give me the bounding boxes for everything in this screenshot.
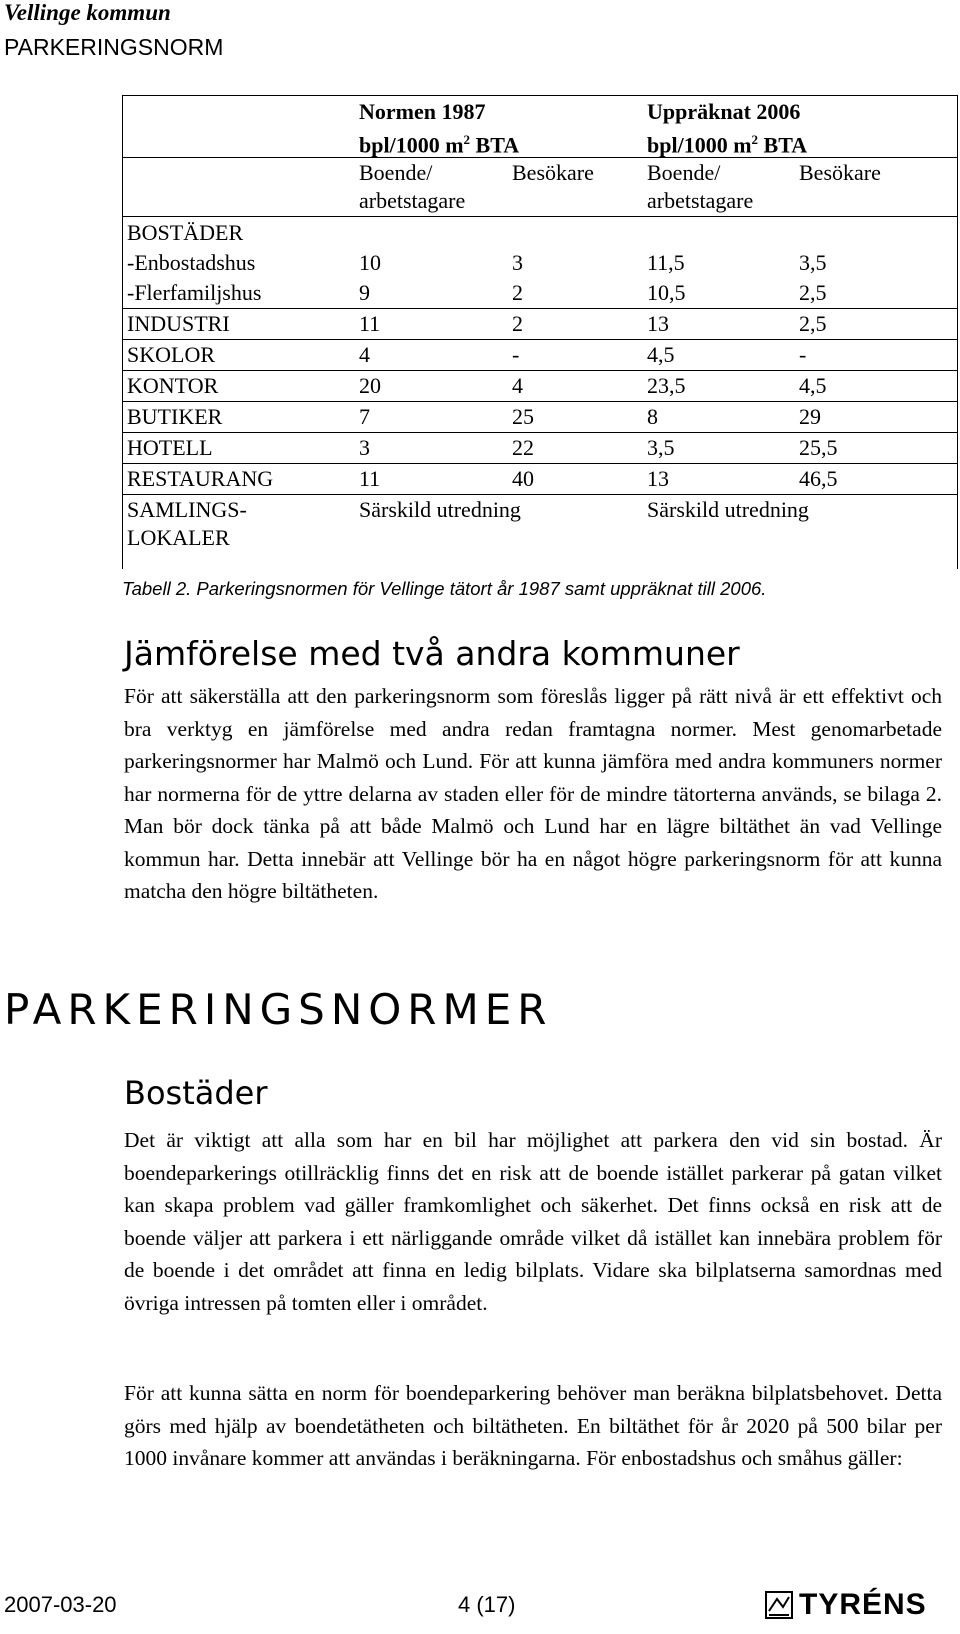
section-heading-comparison: Jämförelse med två andra kommuner (124, 634, 740, 673)
footer-page-number: 4 (17) (458, 1592, 516, 1617)
category-bostader: BOSTÄDER (127, 220, 244, 245)
table-cell: - (799, 342, 807, 367)
table-cell: 13 (647, 311, 669, 336)
row-label: SAMLINGS- LOKALER (127, 497, 247, 550)
table-caption: Tabell 2. Parkeringsnormen för Vellinge tätort år 1987 samt uppräknat till 2006. (122, 578, 767, 599)
group-header-2006-unit: bpl/1000 $m^2$ BTA (647, 132, 808, 158)
table-cell: 2 (512, 311, 523, 336)
table-cell: 20 (359, 373, 381, 398)
footer-logo (765, 1588, 927, 1622)
table-cell: 13 (647, 466, 669, 491)
document-title: PARKERINGSNORM (4, 34, 224, 60)
table-cell: 8 (647, 404, 658, 429)
table-cell: Särskild utredning (647, 497, 809, 522)
row-label: BUTIKER (127, 404, 223, 429)
col-header-boende-2006: Boende/ arbetstagare (647, 160, 754, 213)
row-label: KONTOR (127, 373, 219, 398)
table-divider (123, 216, 957, 217)
table-cell: 2 (512, 280, 523, 305)
tyrens-logo-icon (765, 1591, 793, 1619)
group-header-2006 (647, 98, 807, 159)
table-cell: 46,5 (799, 466, 838, 491)
table-cell: 3,5 (799, 250, 827, 275)
row-label: HOTELL (127, 435, 213, 460)
table-cell: 29 (799, 404, 821, 429)
table-cell: 7 (359, 404, 370, 429)
table-divider (123, 308, 957, 309)
table-cell: 2,5 (799, 311, 827, 336)
group-header-1987-unit: bpl/1000 $m^2$ BTA (359, 132, 520, 158)
table-divider (123, 432, 957, 433)
table-cell: - (512, 342, 520, 367)
table-divider (123, 339, 957, 340)
table-cell: Särskild utredning (359, 497, 521, 522)
row-label: INDUSTRI (127, 311, 230, 336)
table-cell: 4 (359, 342, 370, 367)
footer-logo-text: TYRÉNS (799, 1588, 927, 1621)
table-cell: 23,5 (647, 373, 686, 398)
table-cell: 4,5 (799, 373, 827, 398)
table-cell: 22 (512, 435, 534, 460)
table-cell: 3,5 (647, 435, 675, 460)
group-header-2006-title: Uppräknat 2006 (647, 99, 801, 124)
table-cell: 3 (359, 435, 370, 460)
document-org-name: Vellinge kommun (4, 0, 171, 25)
table-cell: 9 (359, 280, 370, 305)
row-label: -Enbostadshus (127, 250, 256, 275)
row-label: -Flerfamiljshus (127, 280, 262, 305)
table-cell: 25,5 (799, 435, 838, 460)
table-cell: 2,5 (799, 280, 827, 305)
section-heading-parkeringsnormer: PARKERINGSNORMER (4, 985, 553, 1034)
table-cell: 11 (359, 466, 381, 491)
col-header-besokare-2006: Besökare (799, 160, 881, 185)
footer-date: 2007-03-20 (4, 1592, 117, 1617)
paragraph-comparison: För att säkerställa att den parkeringsnorm som föreslås ligger på rätt nivå är ett effektivt och bra verktyg en jämförelse med andra redan framtagna normer. Mest genomarbetade parkeringsnormer har Malmö och Lund. För att kunna jämföra med andra kommuners normer har normerna för de yttre delarna av staden eller för de mindre tätorterna används, se bilaga 2. Man bör dock tänka på att både Malmö och Lund har en lägre biltäthet än vad Vellinge kommun har. Detta innebär att Vellinge bör ha en något högre parkeringsnorm för att kunna matcha den högre biltätheten. (124, 684, 942, 903)
paragraph-bostader-1: Det är viktigt att alla som har en bil har möjlighet att parkera den vid sin bostad. Är boendeparkerings otillräcklig finns det en risk att de boende istället parkerar på gatan vilket kan skapa problem vad gäller framkomlighet och säkerhet. Det finns också en risk att de boende väljer att parkera i ett närliggande område vilket då istället kan innebära problem för de boende i det området att finna en ledig bilplats. Vidare ska bilplatserna samordnas med övriga intressen på tomten eller i området. (124, 1128, 942, 1315)
table-cell: 40 (512, 466, 534, 491)
row-label: SKOLOR (127, 342, 216, 367)
table-cell: 10,5 (647, 280, 686, 305)
table-cell: 11,5 (647, 250, 685, 275)
group-header-1987-title: Normen 1987 (359, 99, 486, 124)
col-header-boende-1987: Boende/ arbetstagare (359, 160, 466, 213)
table-cell: 4,5 (647, 342, 675, 367)
row-label: RESTAURANG (127, 466, 274, 491)
table-divider (123, 157, 957, 158)
col-header-besokare-1987: Besökare (512, 160, 594, 185)
table-cell: 11 (359, 311, 381, 336)
paragraph-bostader-2: För att kunna sätta en norm för boendeparkering behöver man beräkna bilplatsbehovet. Detta görs med hjälp av boendetätheten och biltätheten. En biltäthet för år 2020 på 500 bilar per 1000 invånare kommer att användas i beräkningarna. För enbostadshus och småhus gäller: (124, 1381, 942, 1470)
table-divider (123, 370, 957, 371)
table-divider (123, 494, 957, 495)
table-cell: 25 (512, 404, 534, 429)
table-divider (123, 463, 957, 464)
table-cell: 4 (512, 373, 523, 398)
parking-norm-table (122, 95, 958, 569)
table-divider (123, 401, 957, 402)
section-heading-bostader: Bostäder (124, 1074, 268, 1112)
table-cell: 10 (359, 250, 381, 275)
group-header-1987 (359, 98, 519, 159)
table-cell: 3 (512, 250, 523, 275)
